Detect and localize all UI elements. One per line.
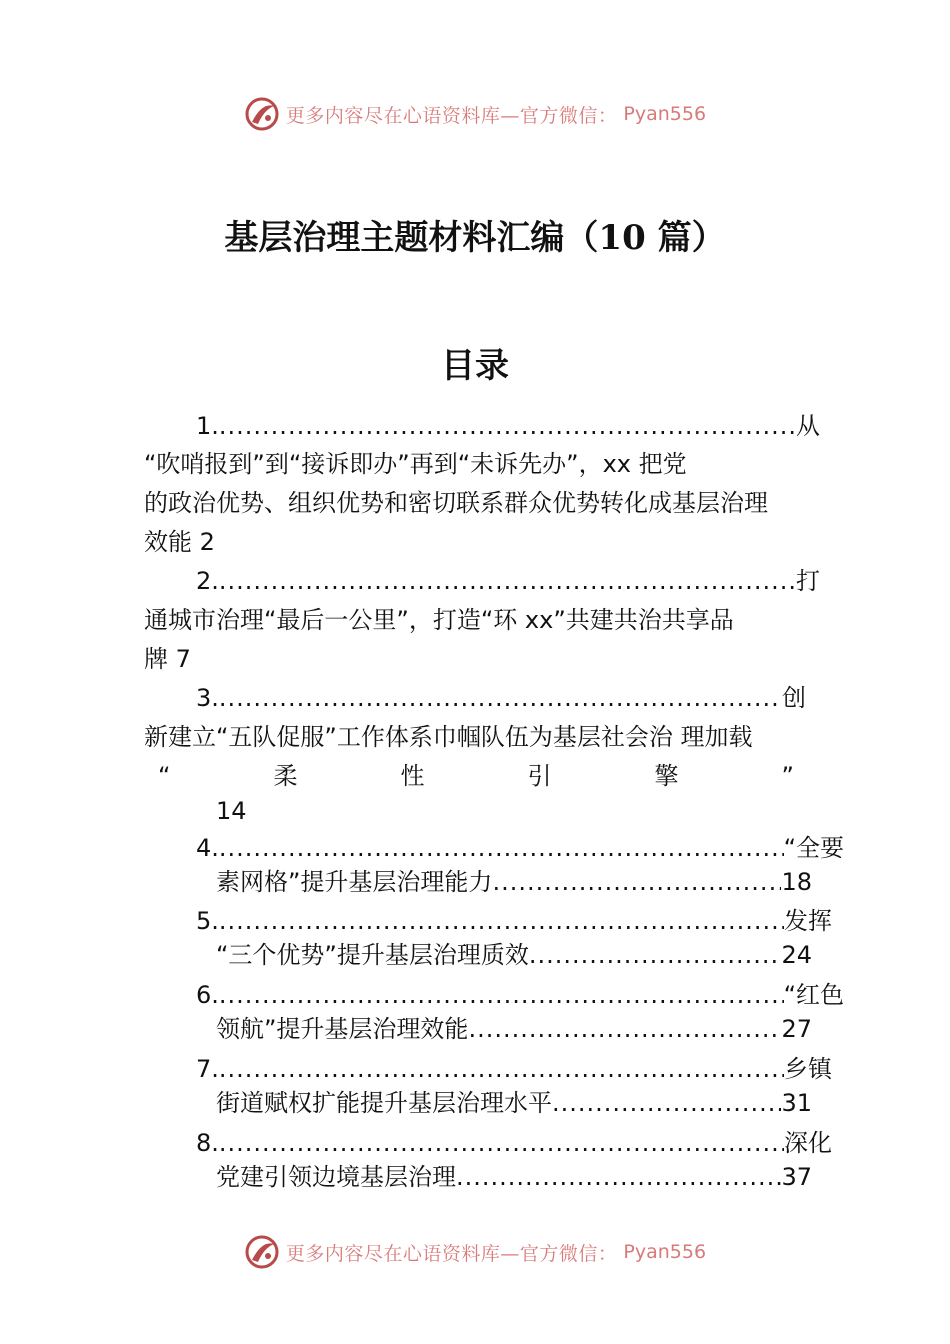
toc-entry-text: “三个优势”提升基层治理质效 [216, 941, 529, 969]
toc-entry-4-leader[interactable] [196, 829, 844, 867]
toc-entry-3-line-1: 新建立“五队促服”工作体系巾帼队伍为基层社会治 理加载 [144, 723, 753, 751]
toc-entry-lead: 乡镇 [784, 1055, 832, 1083]
banner-text: 更多内容尽在心语资料库—官方微信： [285, 104, 618, 127]
spread-char: 擎 [654, 762, 679, 790]
toc-entry-lead: 打 [796, 567, 820, 595]
toc-entry-5-body[interactable] [216, 936, 812, 974]
document-title: 基层治理主题材料汇编（10 篇） [224, 218, 726, 258]
toc-entry-1-line-2: 的政治优势、组织优势和密切联系群众优势转化成基层治理 [144, 489, 768, 517]
toc-entry-number: 3. [196, 684, 219, 712]
dot-leader [219, 829, 784, 867]
toc-entry-8-body[interactable] [216, 1158, 812, 1196]
dot-leader [219, 562, 796, 600]
toc-entry-2-line-1: 通城市治理“最后一公里”，打造“环 xx”共建共治共享品 [144, 606, 734, 634]
toc-entry-lead: 深化 [784, 1129, 832, 1157]
toc-heading: 目录 [441, 346, 509, 386]
banner-wechat-id: Pyan556 [623, 103, 707, 125]
dot-leader [219, 1124, 784, 1162]
toc-entry-text: 党建引领边境基层治理 [216, 1163, 456, 1191]
toc-entry-number: 1. [196, 412, 219, 440]
toc-entry-7-leader[interactable] [196, 1050, 832, 1088]
toc-entry-text: 领航”提升基层治理效能 [216, 1015, 469, 1043]
toc-entry-text: 街道赋权扩能提升基层治理水平 [216, 1089, 552, 1117]
toc-entry-lead: “全要 [783, 834, 844, 862]
dot-leader [492, 863, 781, 901]
toc-entry-1-line-1: “吹哨报到”到“接诉即办”再到“未诉先办”，xx 把党 [144, 450, 687, 478]
toc-entry-7-body[interactable] [216, 1084, 812, 1122]
spread-char: “ [158, 762, 171, 790]
spread-char: ” [781, 762, 794, 790]
dot-leader [219, 902, 784, 940]
toc-entry-lead: 发挥 [784, 907, 832, 935]
logo-icon [244, 1234, 280, 1270]
spread-char: 柔 [273, 762, 298, 790]
toc-entry-page: 18 [781, 868, 812, 896]
toc-entry-page: 37 [781, 1163, 812, 1191]
toc-entry-number: 2. [196, 567, 219, 595]
dot-leader [468, 1010, 781, 1048]
toc-entry-4-body[interactable] [216, 863, 812, 901]
toc-entry-page: 24 [781, 941, 812, 969]
spread-char: 引 [527, 762, 552, 790]
toc-entry-number: 7. [196, 1055, 219, 1083]
toc-entry-number: 8. [196, 1129, 219, 1157]
toc-entry-number: 6. [196, 981, 219, 1009]
dot-leader [529, 936, 782, 974]
toc-entry-lead: 从 [796, 412, 820, 440]
toc-entry-lead: 创 [782, 684, 806, 712]
toc-entry-3-leader[interactable] [196, 679, 806, 717]
banner-text: 更多内容尽在心语资料库—官方微信： [285, 1242, 618, 1265]
dot-leader [219, 679, 782, 717]
toc-entry-2-line-2: 牌 7 [144, 645, 191, 673]
toc-entry-3-page: 14 [216, 797, 247, 825]
dot-leader [552, 1084, 781, 1122]
toc-entry-6-leader[interactable] [196, 976, 844, 1014]
dot-leader [456, 1158, 781, 1196]
dot-leader [219, 407, 796, 445]
dot-leader [219, 1050, 784, 1088]
banner-wechat-id: Pyan556 [623, 1241, 707, 1263]
toc-entry-page: 31 [781, 1089, 812, 1117]
logo-icon [244, 96, 280, 132]
toc-entry-5-leader[interactable] [196, 902, 832, 940]
header-banner [0, 94, 950, 134]
toc-entry-number: 5. [196, 907, 219, 935]
footer-banner [0, 1232, 950, 1272]
toc-entry-6-body[interactable] [216, 1010, 812, 1048]
toc-entry-text: 素网格”提升基层治理能力 [216, 868, 493, 896]
toc-entry-1-leader[interactable] [196, 407, 820, 445]
toc-entry-page: 27 [781, 1015, 812, 1043]
toc-entry-lead: “红色 [783, 981, 844, 1009]
spread-char: 性 [400, 762, 425, 790]
toc-entry-3-spread-line [158, 757, 794, 795]
toc-entry-2-leader[interactable] [196, 562, 820, 600]
toc-entry-number: 4. [196, 834, 219, 862]
dot-leader [219, 976, 784, 1014]
toc-entry-1-line-3: 效能 2 [144, 528, 215, 556]
toc-entry-8-leader[interactable] [196, 1124, 832, 1162]
